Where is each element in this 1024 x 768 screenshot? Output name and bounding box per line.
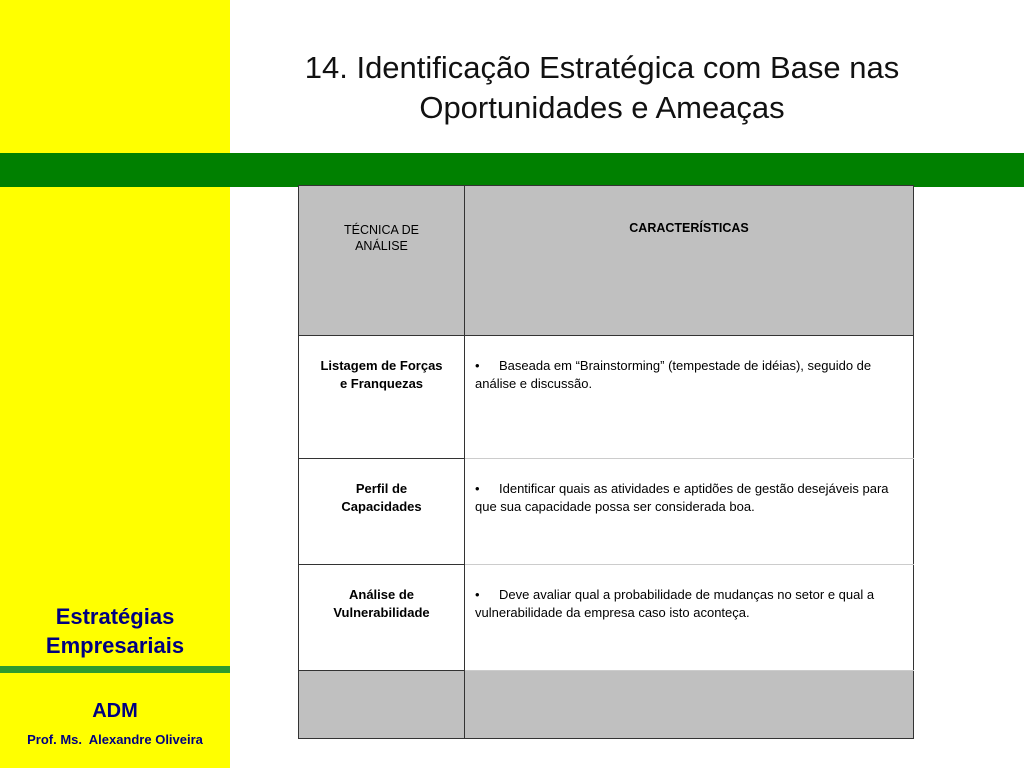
technique-line2: Capacidades xyxy=(341,499,422,514)
characteristic-cell xyxy=(465,565,914,671)
bullet-icon: • xyxy=(475,358,480,373)
slide-title xyxy=(240,48,964,128)
bullet-icon: • xyxy=(475,587,480,602)
technique-line1: Perfil de xyxy=(355,481,408,496)
table-row xyxy=(299,336,914,459)
technique-line2: Vulnerabilidade xyxy=(333,605,430,620)
technique-line2: e Franquezas xyxy=(339,376,424,391)
characteristic-cell xyxy=(465,336,914,459)
technique-cell xyxy=(299,459,465,565)
table-footer-row xyxy=(299,671,914,739)
characteristic-text: Baseada em “Brainstorming” (tempestade de idéias), seguido de análise e discussão. xyxy=(475,358,872,391)
technique-line1: Análise de xyxy=(348,587,415,602)
footer-cell-right xyxy=(465,671,914,739)
technique-cell xyxy=(299,336,465,459)
header-technique xyxy=(299,186,465,336)
header-band xyxy=(0,153,1024,187)
sidebar-title-line1: Estratégias xyxy=(55,604,175,629)
slide-title-line1: 14. Identificação Estratégica com Base nas xyxy=(304,50,900,85)
slide-title-line2: Oportunidades e Ameaças xyxy=(419,90,785,125)
sidebar-divider xyxy=(0,666,230,673)
characteristic-text: Identificar quais as atividades e aptidões de gestão desejáveis para que sua capacidade possa ser considerada boa. xyxy=(475,481,889,514)
characteristic-cell xyxy=(465,459,914,565)
table-row xyxy=(299,565,914,671)
analysis-table xyxy=(298,185,914,739)
sidebar-course: ADM xyxy=(92,700,138,722)
header-technique-line1: TÉCNICA DE xyxy=(343,223,419,237)
table-header-row xyxy=(299,186,914,336)
technique-cell xyxy=(299,565,465,671)
table-row xyxy=(299,459,914,565)
footer-cell-left xyxy=(299,671,465,739)
characteristic-text: Deve avaliar qual a probabilidade de mudanças no setor e qual a vulnerabilidade da empresa caso isto aconteça. xyxy=(475,587,875,620)
technique-line1: Listagem de Forças xyxy=(320,358,443,373)
header-characteristics: CARACTERÍSTICAS xyxy=(465,186,914,336)
header-technique-line2: ANÁLISE xyxy=(355,239,408,253)
sidebar-title xyxy=(0,602,230,660)
bullet-icon: • xyxy=(475,481,480,496)
sidebar-professor: Prof. Ms. Alexandre Oliveira xyxy=(27,732,203,747)
sidebar-title-line2: Empresariais xyxy=(45,633,185,658)
